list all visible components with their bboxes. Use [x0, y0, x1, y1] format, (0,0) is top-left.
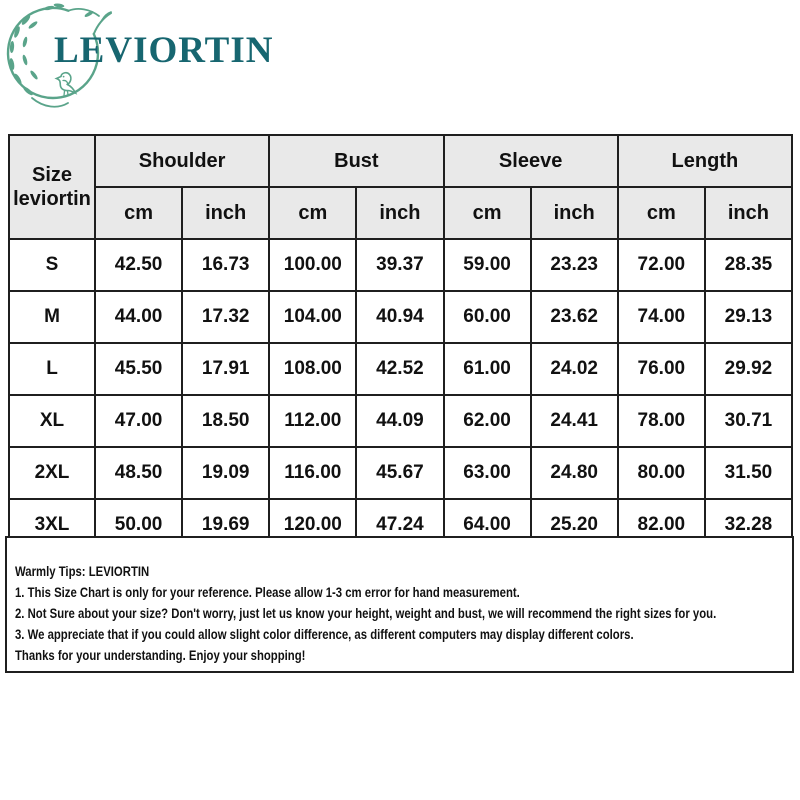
unit-header: inch	[182, 187, 269, 239]
table-header-units	[9, 187, 792, 239]
table-row	[9, 447, 792, 499]
value-cell: 47.24	[356, 499, 443, 551]
value-cell: 29.92	[705, 343, 792, 395]
value-cell: 39.37	[356, 239, 443, 291]
value-cell: 112.00	[269, 395, 356, 447]
value-cell: 18.50	[182, 395, 269, 447]
warmly-tips-box	[5, 536, 794, 673]
value-cell: 31.50	[705, 447, 792, 499]
value-cell: 82.00	[618, 499, 705, 551]
column-group-bust: Bust	[269, 135, 443, 187]
size-header-line1: Size	[31, 164, 73, 186]
value-cell: 45.67	[356, 447, 443, 499]
value-cell: 120.00	[269, 499, 356, 551]
table-row	[9, 343, 792, 395]
value-cell: 116.00	[269, 447, 356, 499]
table-row	[9, 239, 792, 291]
value-cell: 23.62	[531, 291, 618, 343]
value-cell: 19.09	[182, 447, 269, 499]
value-cell: 78.00	[618, 395, 705, 447]
value-cell: 50.00	[95, 499, 182, 551]
table-header-groups	[9, 135, 792, 187]
size-column-header	[9, 135, 95, 239]
value-cell: 60.00	[444, 291, 531, 343]
value-cell: 62.00	[444, 395, 531, 447]
value-cell: 32.28	[705, 499, 792, 551]
size-cell: S	[9, 239, 95, 291]
column-group-shoulder: Shoulder	[95, 135, 269, 187]
value-cell: 17.32	[182, 291, 269, 343]
value-cell: 23.23	[531, 239, 618, 291]
tips-line-2: 2. Not Sure about your size? Don't worry, just let us know your height, weight and bust, we will recommend the right sizes for you.	[15, 606, 717, 621]
value-cell: 19.69	[182, 499, 269, 551]
table-row	[9, 395, 792, 447]
size-cell: XL	[9, 395, 95, 447]
table-row	[9, 291, 792, 343]
value-cell: 74.00	[618, 291, 705, 343]
tips-title: Warmly Tips: LEVIORTIN	[15, 564, 150, 579]
value-cell: 108.00	[269, 343, 356, 395]
value-cell: 17.91	[182, 343, 269, 395]
tips-line-3: 3. We appreciate that if you could allow slight color difference, as different computers may display different colors.	[15, 627, 634, 642]
value-cell: 42.52	[356, 343, 443, 395]
column-group-sleeve: Sleeve	[444, 135, 618, 187]
tips-closing: Thanks for your understanding. Enjoy your shopping!	[15, 648, 306, 663]
size-cell: L	[9, 343, 95, 395]
unit-header: cm	[444, 187, 531, 239]
value-cell: 44.00	[95, 291, 182, 343]
size-cell: 2XL	[9, 447, 95, 499]
unit-header: cm	[618, 187, 705, 239]
value-cell: 28.35	[705, 239, 792, 291]
bird-icon	[57, 73, 76, 96]
size-cell: M	[9, 291, 95, 343]
unit-header: cm	[95, 187, 182, 239]
unit-header: inch	[705, 187, 792, 239]
value-cell: 76.00	[618, 343, 705, 395]
size-cell: 3XL	[9, 499, 95, 551]
value-cell: 30.71	[705, 395, 792, 447]
value-cell: 45.50	[95, 343, 182, 395]
value-cell: 104.00	[269, 291, 356, 343]
value-cell: 24.41	[531, 395, 618, 447]
value-cell: 24.80	[531, 447, 618, 499]
value-cell: 47.00	[95, 395, 182, 447]
tips-line-1: 1. This Size Chart is only for your reference. Please allow 1-3 cm error for hand measurement.	[15, 585, 520, 600]
unit-header: inch	[531, 187, 618, 239]
value-cell: 63.00	[444, 447, 531, 499]
brand-logo	[6, 2, 426, 114]
size-header-line2: leviortin	[13, 188, 91, 210]
value-cell: 72.00	[618, 239, 705, 291]
size-chart-table	[8, 134, 793, 552]
column-group-length: Length	[618, 135, 792, 187]
value-cell: 80.00	[618, 447, 705, 499]
value-cell: 16.73	[182, 239, 269, 291]
unit-header: cm	[269, 187, 356, 239]
value-cell: 59.00	[444, 239, 531, 291]
value-cell: 40.94	[356, 291, 443, 343]
value-cell: 100.00	[269, 239, 356, 291]
unit-header: inch	[356, 187, 443, 239]
value-cell: 24.02	[531, 343, 618, 395]
value-cell: 42.50	[95, 239, 182, 291]
value-cell: 25.20	[531, 499, 618, 551]
value-cell: 44.09	[356, 395, 443, 447]
value-cell: 48.50	[95, 447, 182, 499]
value-cell: 64.00	[444, 499, 531, 551]
value-cell: 29.13	[705, 291, 792, 343]
value-cell: 61.00	[444, 343, 531, 395]
brand-name: LEVIORTIN	[54, 30, 274, 71]
